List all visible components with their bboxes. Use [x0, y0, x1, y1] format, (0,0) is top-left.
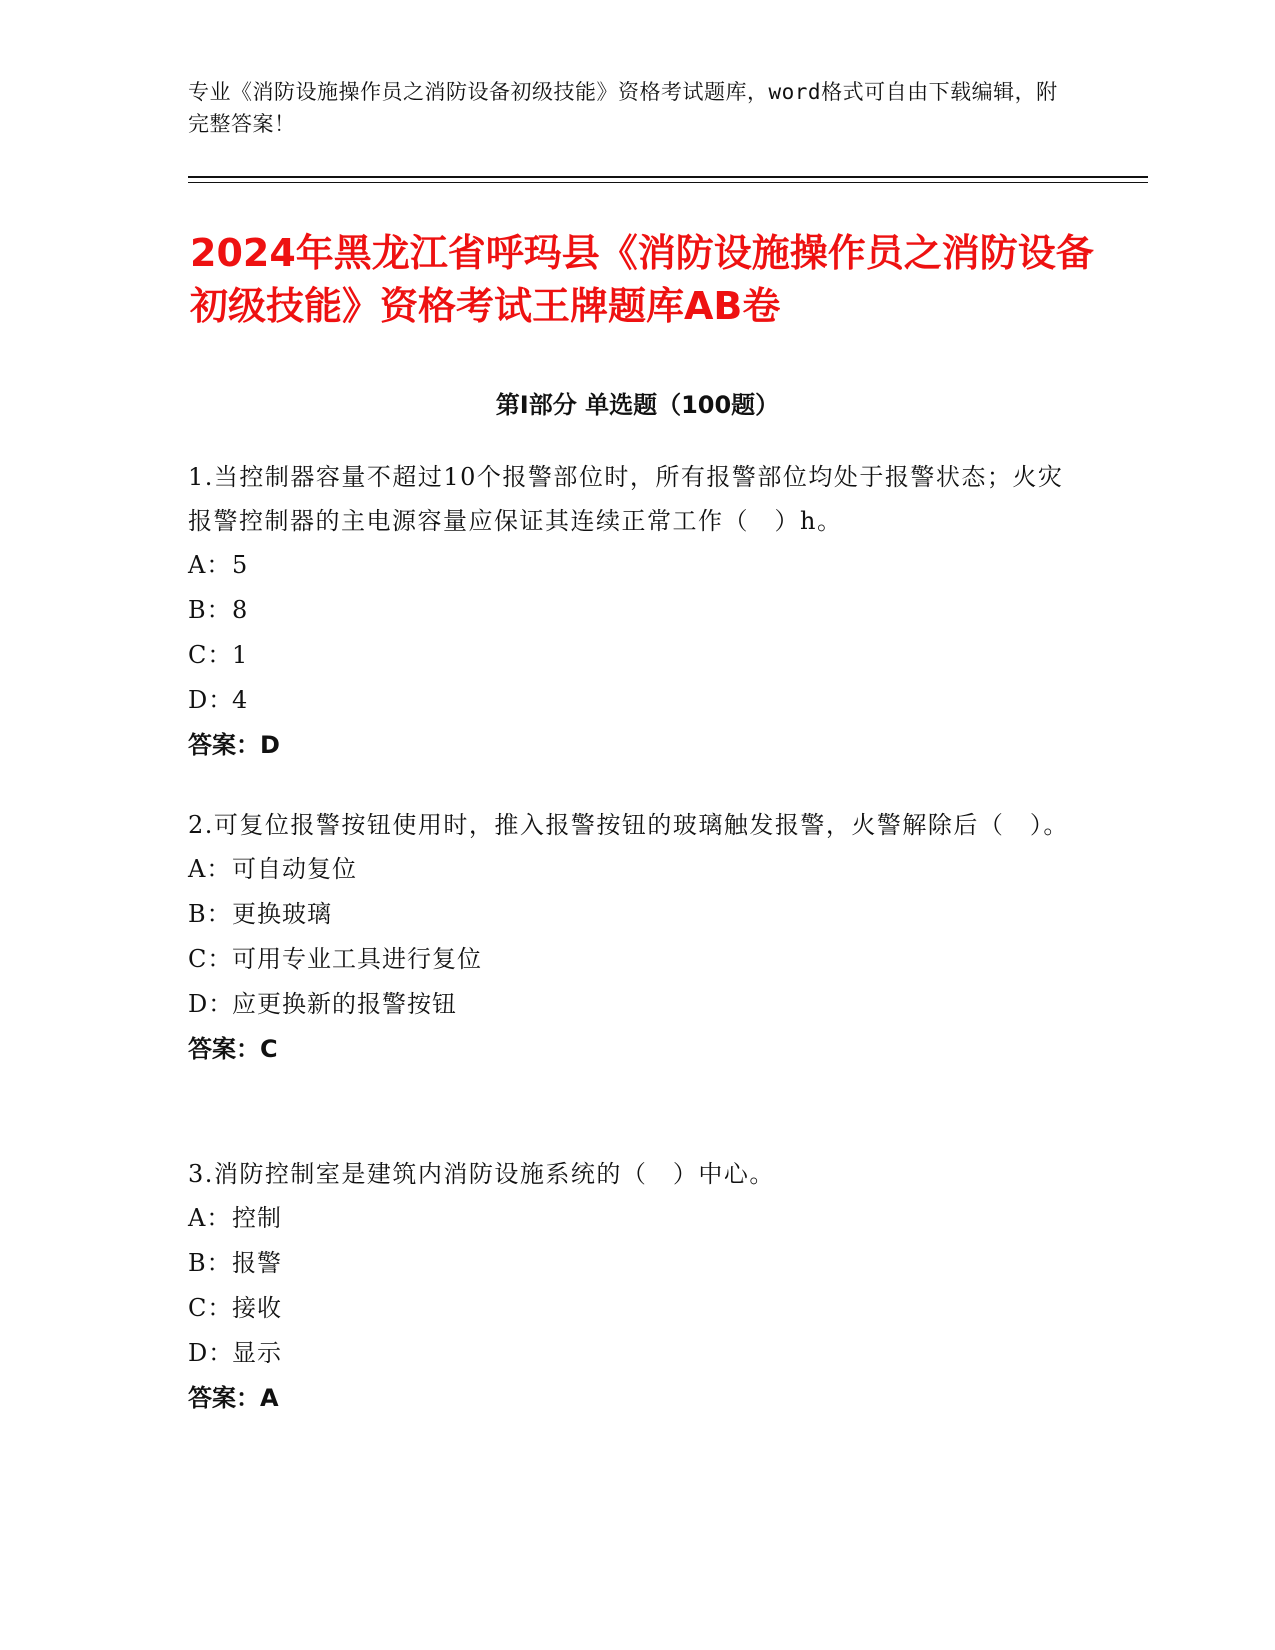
question-stem: 3.消防控制室是建筑内消防设施系统的（ ）中心。: [188, 1160, 775, 1188]
section-heading: 第I部分 单选题（100题）: [495, 391, 780, 419]
option-d: [188, 678, 1088, 723]
option-c: [188, 937, 1088, 982]
option-text: 更换玻璃: [232, 900, 332, 928]
option-text: 报警: [232, 1249, 282, 1277]
option-key: C：: [188, 641, 233, 669]
option-d: [188, 982, 1088, 1027]
question-stem: 2.可复位报警按钮使用时，推入报警按钮的玻璃触发报警，火警解除后（ ）。: [188, 811, 1069, 839]
option-text: 1: [232, 641, 249, 669]
question-2: [188, 803, 1088, 1072]
option-key: D：: [188, 686, 234, 714]
option-text: 接收: [232, 1294, 282, 1322]
option-text: 4: [232, 686, 249, 714]
answer-label: 答案：: [188, 1035, 260, 1063]
answer-label: 答案：: [188, 731, 260, 759]
option-b: [188, 588, 1088, 633]
option-text: 应更换新的报警按钮: [232, 990, 457, 1018]
answer-value: C: [260, 1035, 278, 1063]
option-c: [188, 1286, 1088, 1331]
document-title: 2024年黑龙江省呼玛县《消防设施操作员之消防设备初级技能》资格考试王牌题库AB卷: [190, 231, 1094, 328]
answer: [188, 1376, 1088, 1421]
option-c: [188, 633, 1088, 678]
header-rule-thick: [188, 176, 1148, 178]
option-key: D：: [188, 990, 234, 1018]
question-3: [188, 1152, 1088, 1421]
option-d: [188, 1331, 1088, 1376]
option-text: 可自动复位: [232, 855, 357, 883]
header-note: 专业《消防设施操作员之消防设备初级技能》资格考试题库，word格式可自由下载编辑，附完整答案！: [188, 80, 1058, 136]
option-a: [188, 543, 1088, 588]
option-a: [188, 847, 1088, 892]
option-b: [188, 1241, 1088, 1286]
option-text: 8: [232, 596, 249, 624]
header-rule-thin: [188, 182, 1148, 183]
option-a: [188, 1196, 1088, 1241]
option-key: B：: [188, 1249, 232, 1277]
option-b: [188, 892, 1088, 937]
question-stem: 1.当控制器容量不超过10个报警部位时，所有报警部位均处于报警状态；火灾报警控制器的主电源容量应保证其连续正常工作（ ）h。: [188, 463, 1064, 535]
answer-value: D: [260, 731, 280, 759]
option-text: 可用专业工具进行复位: [232, 945, 482, 973]
option-text: 显示: [232, 1339, 282, 1367]
option-key: B：: [188, 596, 232, 624]
option-key: B：: [188, 900, 232, 928]
option-key: C：: [188, 1294, 233, 1322]
answer-label: 答案：: [188, 1384, 260, 1412]
option-key: C：: [188, 945, 233, 973]
option-text: 5: [232, 551, 249, 579]
question-1: [188, 455, 1088, 768]
answer: [188, 723, 1088, 768]
option-key: A：: [188, 855, 232, 883]
option-text: 控制: [232, 1204, 282, 1232]
answer: [188, 1027, 1088, 1072]
answer-value: A: [260, 1384, 279, 1412]
option-key: D：: [188, 1339, 234, 1367]
option-key: A：: [188, 551, 232, 579]
option-key: A：: [188, 1204, 232, 1232]
